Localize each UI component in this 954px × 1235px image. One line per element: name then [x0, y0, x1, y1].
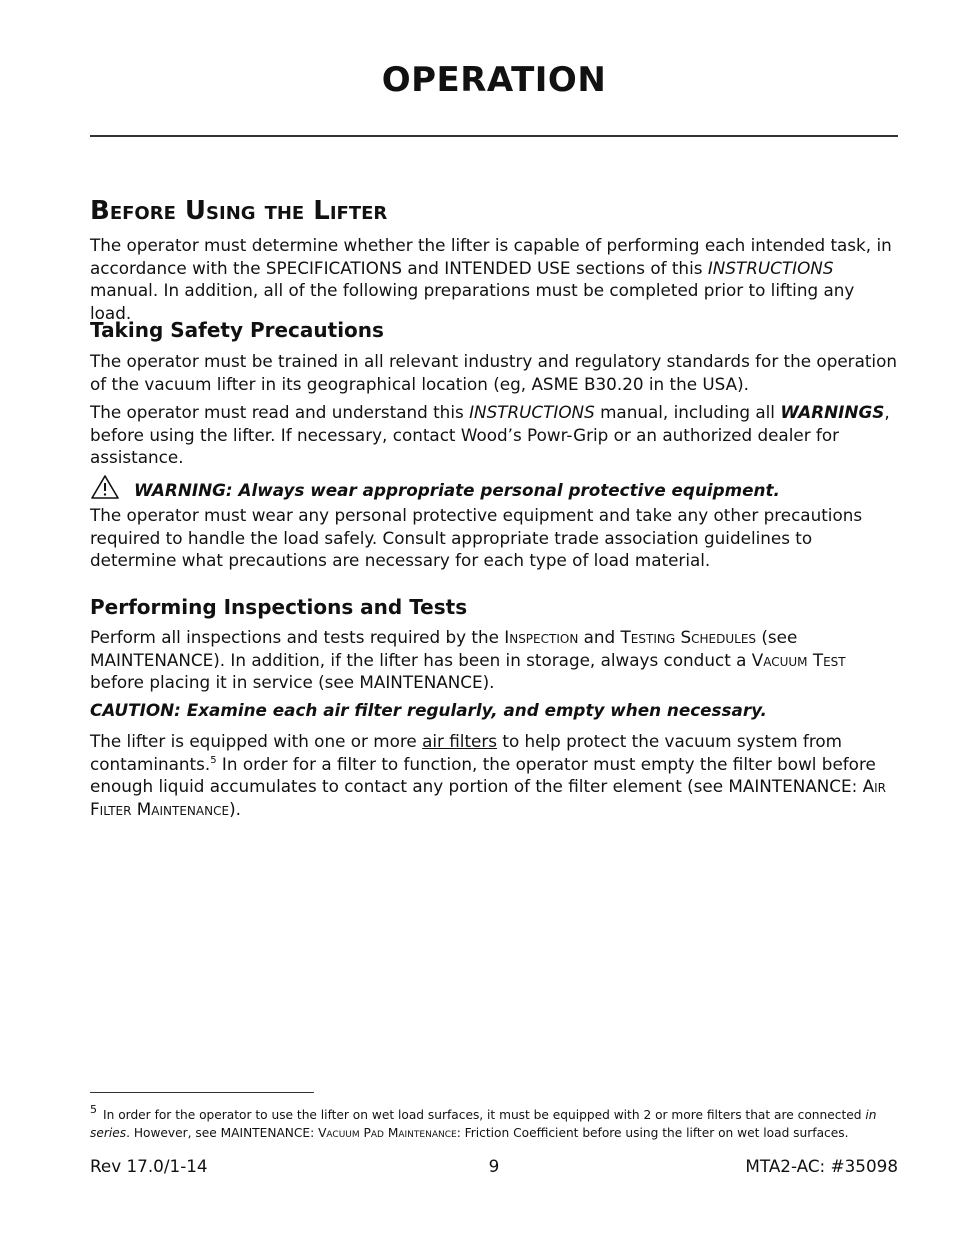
inspections-text-2b: to help protect the vacuum system from contaminants. — [90, 731, 842, 774]
inspections-text-2d: ). — [229, 798, 241, 819]
testing-schedules-ref: Testing Schedules — [620, 627, 757, 647]
safety-paragraph-2 — [90, 401, 898, 469]
footnote — [90, 1103, 898, 1142]
safety-text-2c: , before using the lifter. If necessary, contact Wood’s Powr-Grip or an authorized dealer for assistance. — [90, 402, 890, 467]
footnote-text-c: : Friction Coefficient before using the lifter on wet load surfaces. — [456, 1126, 849, 1140]
footer-revision: Rev 17.0/1-14 — [90, 1156, 208, 1176]
footnote-divider — [90, 1092, 314, 1093]
footnote-ref[interactable]: 5 — [210, 754, 217, 766]
warning-triangle-icon — [90, 474, 120, 504]
footnote-text-a: In order for the operator to use the lifter on wet load surfaces, it must be equipped with 2 or more filters that are connected — [103, 1108, 866, 1122]
inspection-schedule-ref: Inspection — [504, 627, 579, 647]
page-title: OPERATION — [381, 60, 607, 100]
warning-line — [90, 474, 898, 504]
vacuum-pad-maintenance-ref: Vacuum Pad Maintenance — [318, 1126, 457, 1140]
safety-warnings: WARNINGS — [780, 402, 885, 422]
inspections-text-2a: The lifter is equipped with one or more — [90, 731, 423, 751]
inspections-text-1a: Perform all inspections and tests required by the — [90, 627, 505, 647]
intro-text-end: manual. In addition, all of the following preparations must be completed prior to lifting any load. — [90, 280, 855, 323]
footnote-text-b: . However, see MAINTENANCE: — [126, 1126, 319, 1140]
intro-instructions: INSTRUCTIONS — [707, 257, 834, 278]
air-filter-maintenance-ref: Air Filter Maintenance — [90, 776, 886, 819]
inspections-paragraph-1 — [90, 626, 898, 694]
footer-model: MTA2-AC: #35098 — [745, 1156, 898, 1176]
intro-text: The operator must determine whether the lifter is capable of performing each intended task, in accordance with the SPECIFICATIONS and INTENDED USE sections of this — [90, 235, 892, 278]
safety-instructions: INSTRUCTIONS — [469, 402, 595, 422]
safety-paragraph-1 — [90, 350, 898, 395]
safety-text-3: The operator must wear any personal protective equipment and take any other precautions required to handle the load safely. Consult appropriate trade association guidelines to determine what precautions are necessary for each type of load material. — [90, 505, 863, 570]
title-divider — [90, 135, 898, 137]
inspections-paragraph-2 — [90, 730, 898, 820]
air-filters-link[interactable]: air filters — [422, 731, 498, 751]
safety-text-1: The operator must be trained in all relevant industry and regulatory standards for the operation of the vacuum lifter in its geographical location (eg, ASME B30.20 in the USA). — [90, 351, 897, 394]
warning-text: WARNING: Always wear appropriate personal protective equipment. — [134, 480, 780, 500]
safety-heading: Taking Safety Precautions — [90, 318, 384, 342]
footnote-series: in series — [90, 1108, 877, 1140]
inspections-heading-block — [90, 595, 898, 619]
caution-line — [90, 700, 898, 720]
inspections-heading: Performing Inspections and Tests — [90, 595, 468, 619]
safety-text-2a: The operator must read and understand this — [90, 402, 470, 422]
caution-text: CAUTION: Examine each air filter regularly, and empty when necessary. — [90, 700, 767, 720]
footer-page-number: 9 — [488, 1156, 500, 1176]
intro-paragraph — [90, 234, 898, 324]
safety-heading-block — [90, 318, 898, 342]
inspections-text-1c: before placing it in service (see MAINTENANCE). — [90, 672, 495, 692]
inspections-text-2c: In order for a filter to function, the operator must empty the filter bowl before enough liquid accumulates to contact any portion of the filter element (see MAINTENANCE: — [90, 753, 876, 796]
vacuum-test-ref: Vacuum Test — [751, 649, 846, 670]
footnote-number: 5 — [90, 1103, 97, 1116]
section-title: Before Using the Lifter — [90, 196, 388, 226]
inspections-and: and — [578, 627, 621, 647]
safety-paragraph-3 — [90, 504, 898, 572]
inspections-text-1b: (see MAINTENANCE). In addition, if the lifter has been in storage, always conduct a — [90, 627, 798, 670]
safety-text-2b: manual, including all — [594, 402, 781, 422]
